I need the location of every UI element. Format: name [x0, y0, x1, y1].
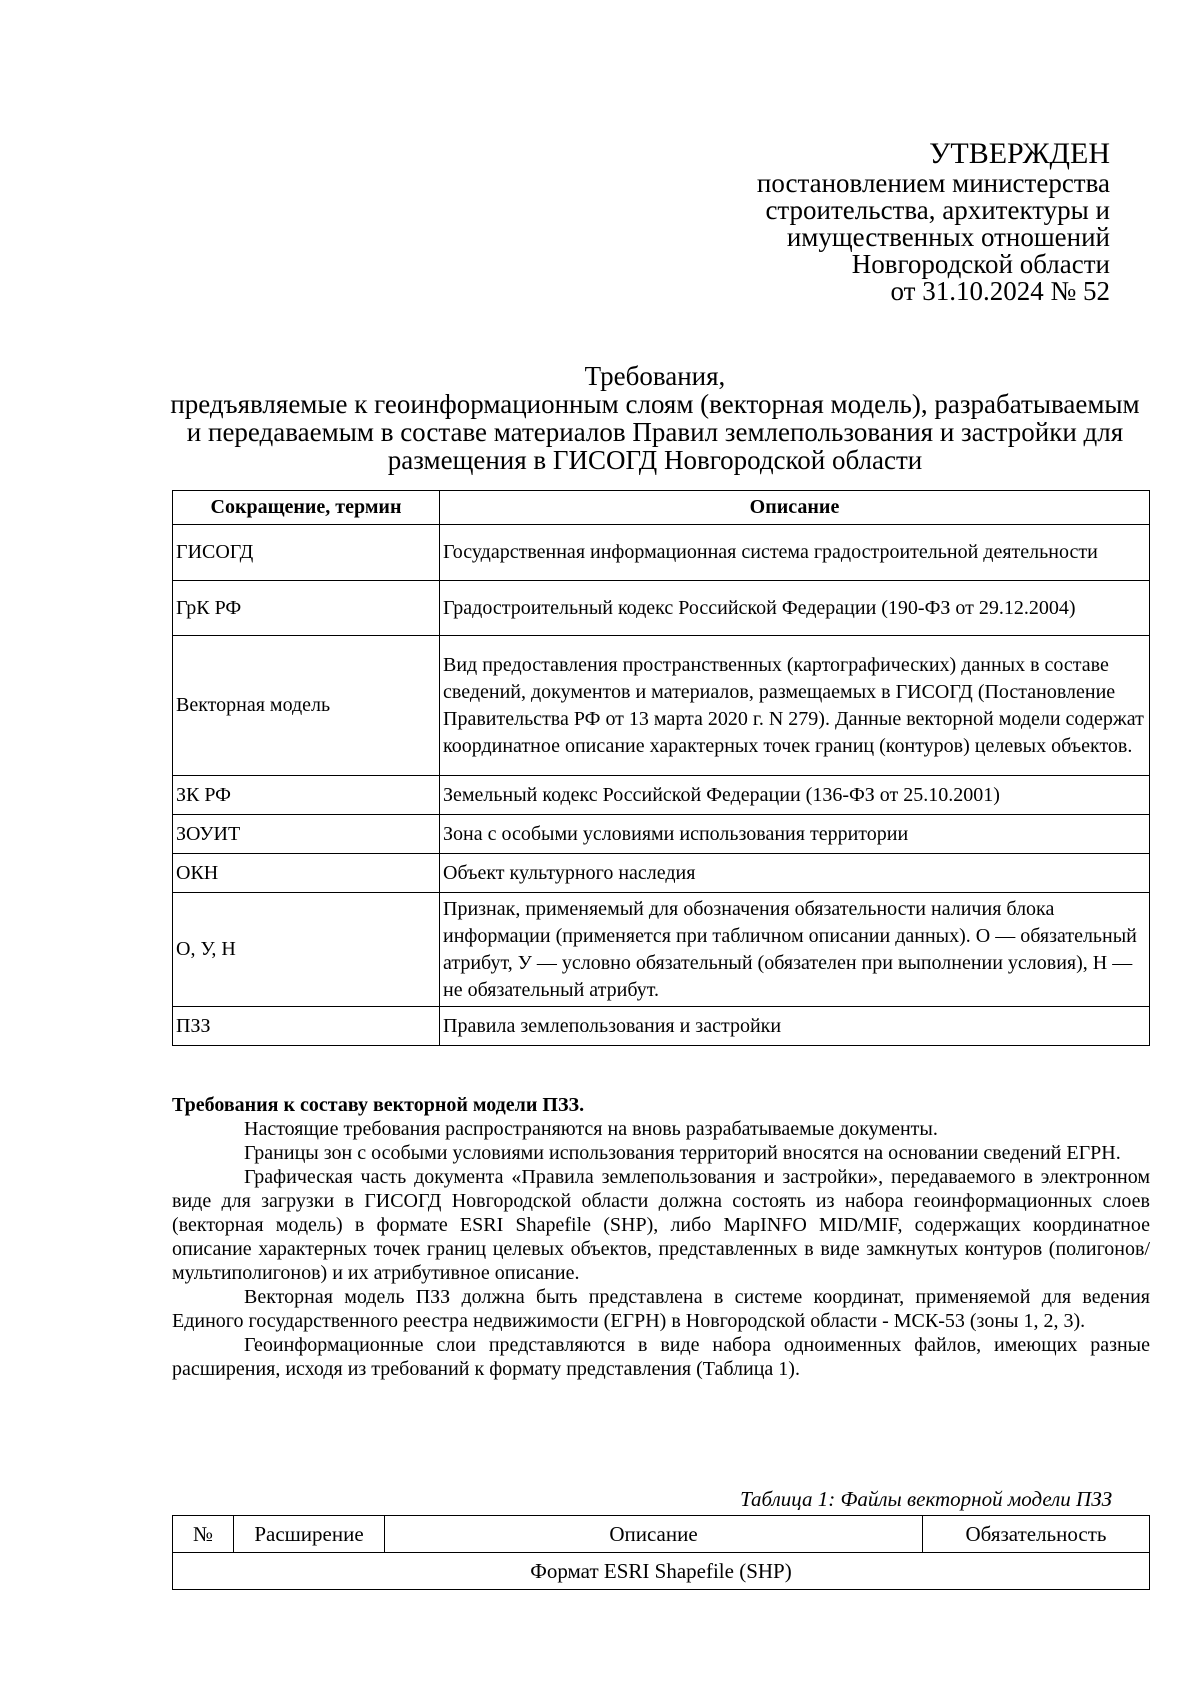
term-cell: ПЗЗ — [173, 1007, 440, 1046]
section-heading: Требования к составу векторной модели ПЗЗ. — [172, 1094, 585, 1116]
files-table — [172, 1515, 1150, 1590]
desc-cell: Земельный кодекс Российской Федерации (136-ФЗ от 25.10.2001) — [440, 776, 1150, 815]
requirements-section — [172, 1093, 1150, 1381]
paragraph: Векторная модель ПЗЗ должна быть представлена в системе координат, применяемой для ведения Единого государственного реестра недвижимости (ЕГРН) в Новгородской области - МСК-53 (зоны 1, 2, 3). — [172, 1286, 1150, 1332]
term-cell: ЗК РФ — [173, 776, 440, 815]
term-cell: Векторная модель — [173, 636, 440, 776]
files-header-extension: Расширение — [234, 1516, 385, 1553]
table-row — [173, 854, 1150, 893]
term-cell: ОКН — [173, 854, 440, 893]
term-cell: ГрК РФ — [173, 581, 440, 636]
term-cell: ГИСОГД — [173, 525, 440, 581]
table-row — [173, 581, 1150, 636]
paragraph: Границы зон с особыми условиями использования территорий вносятся на основании сведений ЕГРН. — [244, 1142, 1121, 1164]
table-caption: Таблица 1: Файлы векторной модели ПЗЗ — [740, 1487, 1112, 1511]
approval-date-line: от 31.10.2024 № 52 — [890, 276, 1110, 306]
files-header-description: Описание — [385, 1516, 923, 1553]
desc-cell: Вид предоставления пространственных (картографических) данных в составе сведений, документов и материалов, размещаемых в ГИСОГД (Постановление Правительства РФ от 13 марта 2020 г. N 279). Данные векторной модели содержат координатное описание характерных точек границ (контуров) целевых объектов. — [440, 636, 1150, 776]
approval-line: постановлением министерства — [756, 168, 1110, 198]
desc-cell: Государственная информационная система градостроительной деятельности — [440, 525, 1150, 581]
table-row — [173, 636, 1150, 776]
files-group-label: Формат ESRI Shapefile (SHP) — [173, 1553, 1150, 1590]
terms-header-desc: Описание — [440, 491, 1150, 525]
desc-cell: Правила землепользования и застройки — [440, 1007, 1150, 1046]
desc-cell: Объект культурного наследия — [440, 854, 1150, 893]
terms-table — [172, 490, 1150, 1046]
approval-heading: УТВЕРЖДЕН — [929, 137, 1110, 170]
files-header-row — [173, 1516, 1150, 1553]
paragraph: Настоящие требования распространяются на вновь разрабатываемые документы. — [244, 1118, 938, 1140]
table-row — [173, 525, 1150, 581]
document-title — [160, 362, 1150, 474]
table-row — [173, 776, 1150, 815]
title-line-1: Требования, — [584, 361, 726, 391]
title-line-2: предъявляемые к геоинформационным слоям (векторная модель), разрабатываемым и передаваемым в составе материалов Правил землепользования и застройки для размещения в ГИСОГД Новгородской области — [170, 389, 1140, 475]
files-header-required: Обязательность — [923, 1516, 1150, 1553]
desc-cell: Признак, применяемый для обозначения обязательности наличия блока информации (применяется при табличном описании данных). О — обязательный атрибут, У — условно обязательный (обязателен при выполнении условия), Н — не обязательный атрибут. — [440, 893, 1150, 1007]
files-header-number: № — [173, 1516, 234, 1553]
paragraph: Геоинформационные слои представляются в виде набора одноименных файлов, имеющих разные расширения, исходя из требований к формату представления (Таблица 1). — [172, 1334, 1150, 1380]
paragraph: Графическая часть документа «Правила землепользования и застройки», передаваемого в электронном виде для загрузки в ГИСОГД Новгородской области должна состоять из набора геоинформационных слоев (векторная модель) в формате ESRI Shapefile (SHP), либо MapINFO MID/MIF, содержащих координатное описание характерных точек границ целевых объектов, представленных в виде замкнутых контуров (полигонов/мультиполигонов) и их атрибутивное описание. — [172, 1166, 1150, 1284]
approval-stamp — [680, 138, 1110, 305]
desc-cell: Зона с особыми условиями использования территории — [440, 815, 1150, 854]
table-row — [173, 1007, 1150, 1046]
terms-header-term: Сокращение, термин — [173, 491, 440, 525]
table-row — [173, 815, 1150, 854]
approval-line: строительства, архитектуры и — [765, 195, 1110, 225]
desc-cell: Градостроительный кодекс Российской Федерации (190-ФЗ от 29.12.2004) — [440, 581, 1150, 636]
table-row — [173, 893, 1150, 1007]
term-cell: О, У, Н — [173, 893, 440, 1007]
approval-line: Новгородской области — [851, 249, 1110, 279]
files-group-row — [173, 1553, 1150, 1590]
approval-line: имущественных отношений — [786, 222, 1110, 252]
terms-header-row — [173, 491, 1150, 525]
term-cell: ЗОУИТ — [173, 815, 440, 854]
